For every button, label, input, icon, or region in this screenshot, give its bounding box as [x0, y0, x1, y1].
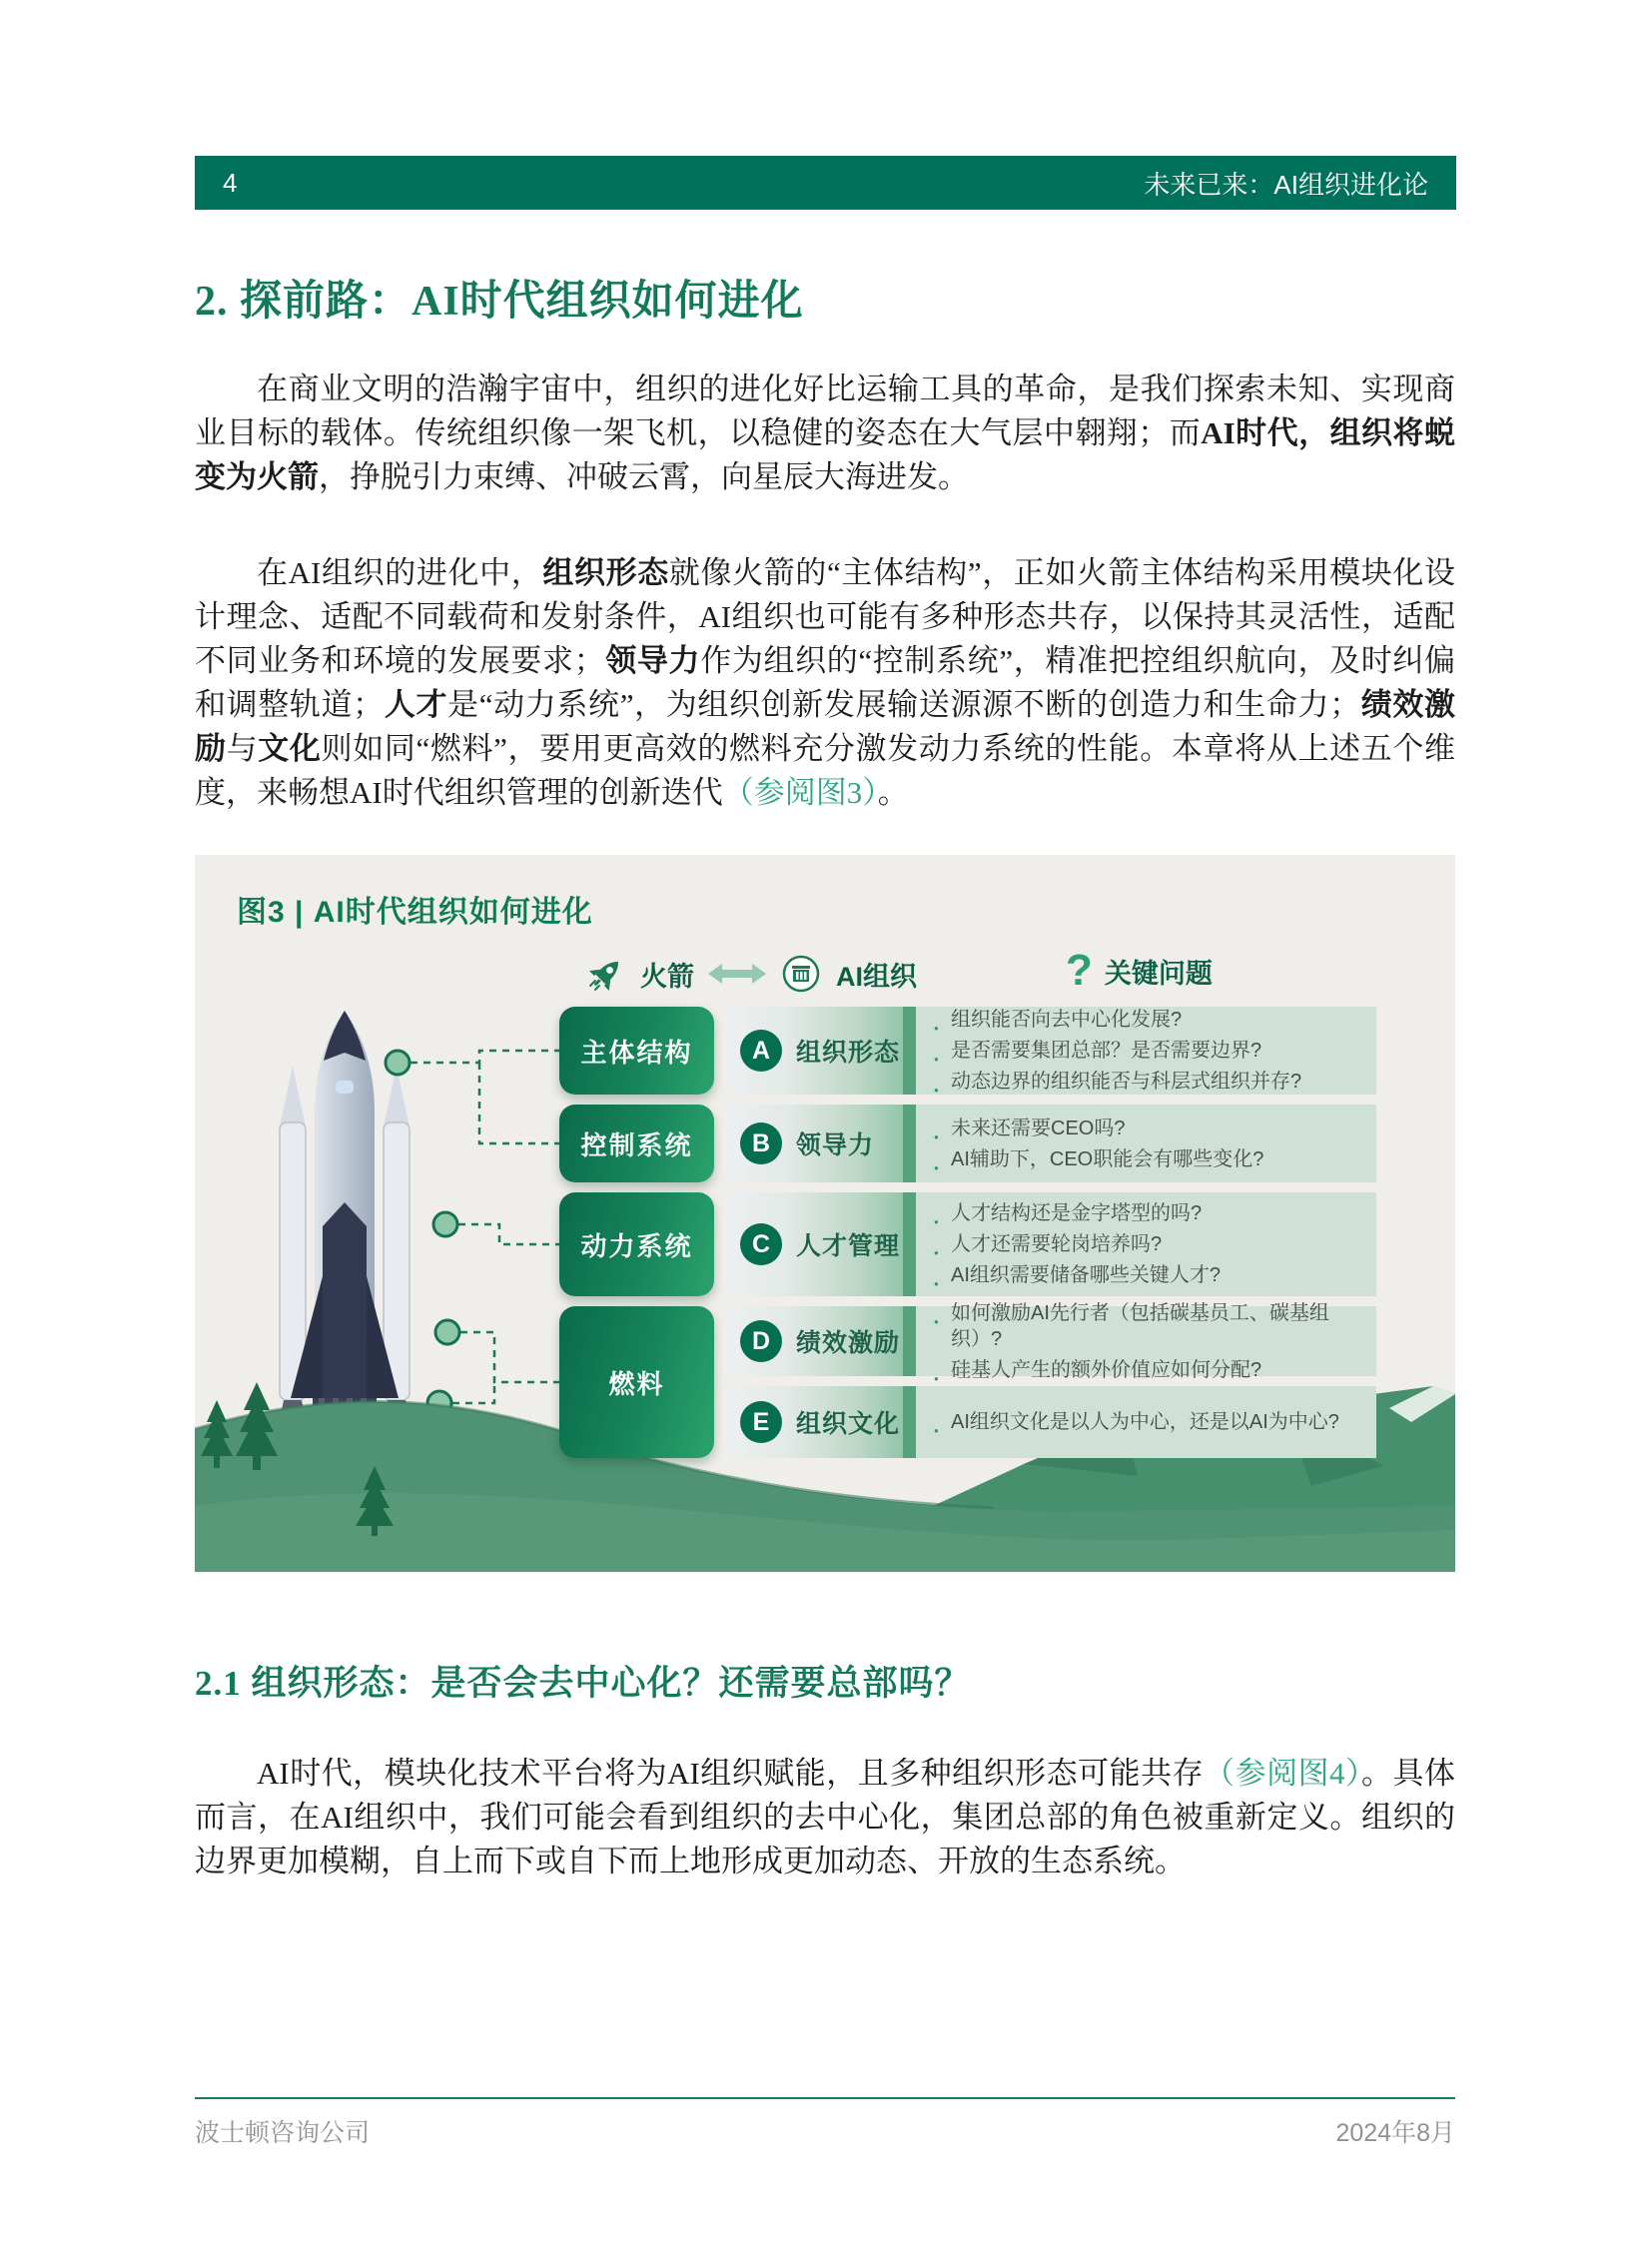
aspect-cell — [726, 1192, 916, 1296]
rocket-icon — [586, 954, 626, 994]
question-list — [916, 1301, 1376, 1381]
text-run: ，挣脱引力束缚、冲破云霄，向星辰大海进发。 — [319, 459, 969, 494]
figure-4-reference-link[interactable]: （参阅图4） — [1204, 1756, 1362, 1791]
rocket-part-label: 主体结构 — [559, 1007, 714, 1095]
paragraph-1 — [195, 368, 1455, 499]
footer-date: 2024年8月 — [1335, 2119, 1455, 2147]
legend-rocket-label: 火箭 — [640, 961, 694, 992]
section-2-1-title: 2.1 组织形态：是否会去中心化？还需要总部吗？ — [195, 1664, 971, 1703]
text-run: AI时代，模块化技术平台将为AI组织赋能，且多种组织形态可能共存 — [257, 1756, 1205, 1791]
text-run-bold: 文化 — [258, 731, 322, 766]
question-mark-icon: ? — [1066, 946, 1093, 995]
rocket-part-label: 燃料 — [559, 1306, 714, 1458]
question-item: ● AI辅助下，CEO职能会有哪些变化? — [934, 1146, 1358, 1172]
letter-badge: C — [740, 1223, 782, 1265]
question-item: ● 未来还需要CEO吗? — [934, 1116, 1358, 1141]
text-run: 与 — [226, 731, 259, 766]
question-item: ● 硅基人产生的额外价值应如何分配? — [934, 1357, 1358, 1383]
footer-company: 波士顿咨询公司 — [195, 2119, 371, 2147]
aspect-cell — [726, 1306, 916, 1376]
paragraph-2 — [195, 551, 1455, 815]
figure-3 — [195, 855, 1455, 1572]
question-item: ● 组织能否向去中心化发展? — [934, 1007, 1358, 1033]
aspect-cell — [726, 1007, 916, 1095]
question-item: ● 人才还需要轮岗培养吗? — [934, 1231, 1358, 1257]
section-title: 2. 探前路：AI时代组织如何进化 — [195, 279, 804, 325]
question-item: ● 如何激励AI先行者（包括碳基员工、碳基组织）? — [934, 1300, 1358, 1352]
letter-badge: A — [740, 1030, 782, 1072]
aspect-cell — [726, 1105, 916, 1182]
text-run: 在商业文明的浩瀚宇宙中，组织的进化好比运输工具的革命，是我们探索未知、实现商业目标的载体。传统组织像一架飞机，以稳健的姿态在大气层中翱翔；而 — [195, 372, 1455, 450]
aspect-label: 领导力 — [796, 1131, 875, 1159]
footer — [195, 2113, 1455, 2149]
rocket-part-label: 控制系统 — [559, 1105, 714, 1182]
text-run-bold: 组织形态 — [542, 555, 669, 590]
question-item: ● 人才结构还是金字塔型的吗? — [934, 1200, 1358, 1226]
question-list — [916, 1386, 1376, 1458]
key-questions-header — [1066, 946, 1213, 995]
question-list — [916, 1007, 1376, 1095]
text-run-bold: 绩效激励 — [195, 687, 1456, 766]
figure-title: 图3 | AI时代组织如何进化 — [237, 896, 593, 929]
building-icon — [780, 953, 822, 995]
text-run: 是“动力系统”，为组织创新发展输送源源不断的创造力和生命力； — [447, 687, 1361, 722]
question-list — [916, 1192, 1376, 1296]
page-number: 4 — [223, 167, 238, 198]
question-item: ● 动态边界的组织能否与科层式组织并存? — [934, 1069, 1358, 1095]
paragraph-3 — [195, 1752, 1455, 1883]
aspect-cell — [726, 1386, 916, 1458]
question-item: ● 是否需要集团总部？是否需要边界? — [934, 1038, 1358, 1064]
aspect-label: 绩效激励 — [796, 1329, 901, 1357]
header-bar — [195, 156, 1456, 210]
footer-divider — [195, 2097, 1455, 2099]
figure-table — [559, 1007, 1376, 1458]
letter-badge: B — [740, 1122, 782, 1164]
aspect-label: 组织形态 — [796, 1039, 901, 1067]
text-run: 作为组织的“控制系统”，精准把控组织航向，及时纠偏和调整轨道； — [195, 643, 1455, 722]
text-run-bold: 领导力 — [604, 643, 701, 678]
text-run-bold: 人才 — [384, 687, 448, 722]
text-run: 在AI组织的进化中， — [257, 555, 543, 590]
letter-badge: E — [740, 1401, 782, 1443]
letter-badge: D — [740, 1320, 782, 1362]
text-run: 。具体而言，在AI组织中，我们可能会看到组织的去中心化，集团总部的角色被重新定义。组织的边界更加模糊，自上而下或自下而上地形成更加动态、开放的生态系统。 — [195, 1756, 1456, 1878]
question-item: ● AI组织需要储备哪些关键人才? — [934, 1262, 1358, 1288]
text-run-bold: AI时代，组织将蜕变为火箭 — [195, 415, 1455, 494]
header-title: 未来已来：AI组织进化论 — [1144, 169, 1428, 200]
question-list — [916, 1105, 1376, 1182]
figure-legend — [586, 953, 917, 995]
text-run: 则如同“燃料”，要用更高效的燃料充分激发动力系统的性能。本章将从上述五个维度，来畅想AI时代组织管理的创新迭代 — [195, 731, 1456, 810]
legend-questions-label: 关键问题 — [1104, 958, 1213, 989]
question-item: ● AI组织文化是以人为中心，还是以AI为中心? — [934, 1409, 1358, 1435]
legend-organization-label: AI组织 — [836, 961, 917, 992]
aspect-label: 人才管理 — [796, 1232, 901, 1260]
aspect-label: 组织文化 — [796, 1410, 901, 1438]
text-run: 就像火箭的“主体结构”，正如火箭主体结构采用模块化设计理念、适配不同载荷和发射条件，AI组织也可能有多种形态共存，以保持其灵活性，适配不同业务和环境的发展要求； — [195, 555, 1455, 678]
rocket-part-label: 动力系统 — [559, 1192, 714, 1296]
double-arrow-icon — [708, 961, 766, 987]
text-run: 。 — [877, 775, 909, 810]
figure-3-reference-link[interactable]: （参阅图3） — [722, 775, 878, 810]
